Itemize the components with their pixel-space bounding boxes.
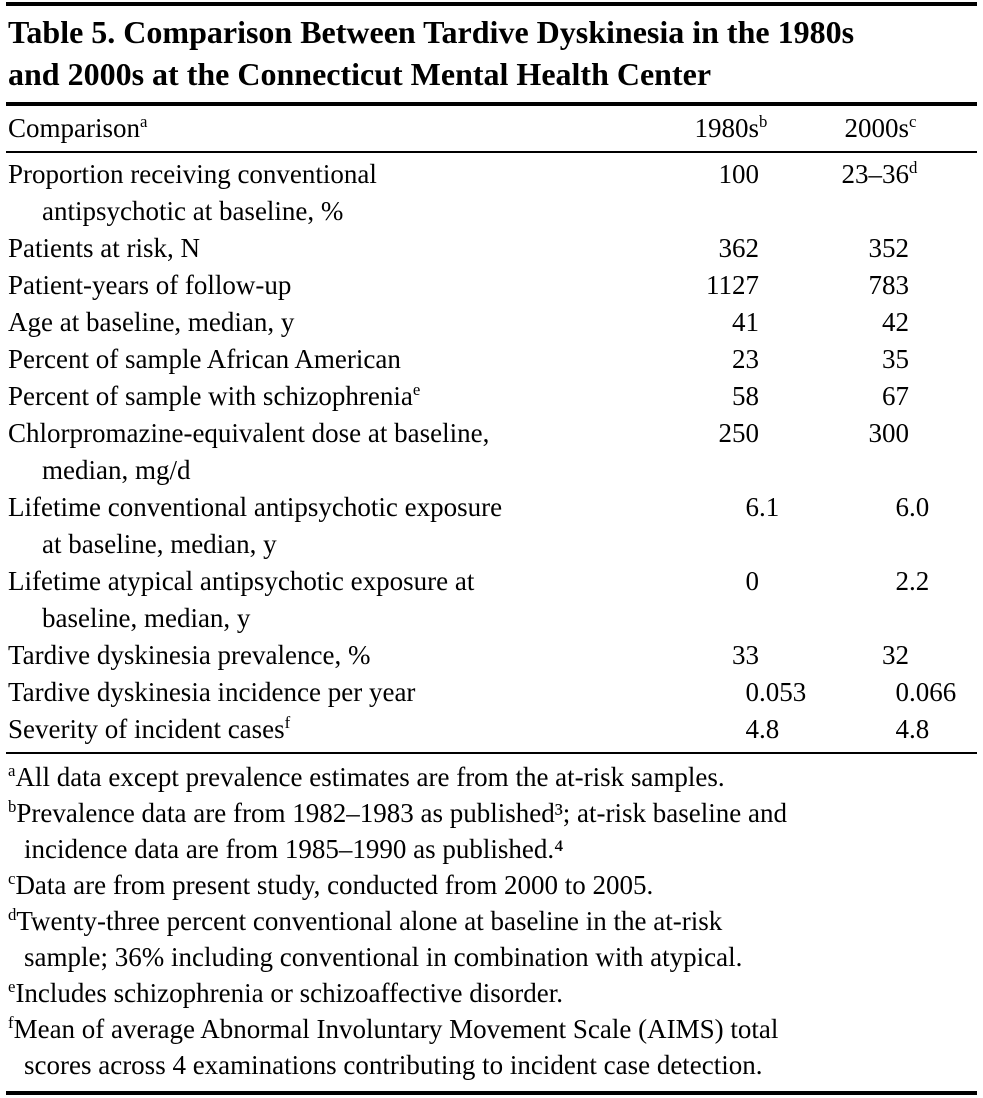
row-value: 23–36$^d$ <box>841 158 918 189</box>
table-row <box>6 230 977 267</box>
table-row <box>6 304 977 341</box>
footnote: $^b$Prevalence data are from 1982–1983 as published³; at-risk baseline and incidence data are from 1985–1990 as published.⁴ <box>8 797 787 864</box>
row-value: 6.0 <box>895 492 930 522</box>
row-label: Tardive dyskinesia incidence per year <box>8 677 416 707</box>
row-label: Patients at risk, N <box>8 233 200 263</box>
row-value: 6.1 <box>745 492 780 522</box>
footnote: $^f$Mean of average Abnormal Involuntary Movement Scale (AIMS) total scores across 4 examinations contributing to incident case detection. <box>8 1013 779 1080</box>
row-label: Lifetime atypical antipsychotic exposure at baseline, median, y <box>8 566 475 633</box>
row-label: Lifetime conventional antipsychotic exposure at baseline, median, y <box>8 492 503 559</box>
row-value: 1127 <box>706 270 759 300</box>
row-value: 100 <box>718 159 759 189</box>
table-row <box>6 711 977 748</box>
row-label: Severity of incident cases$^f$ <box>8 713 291 744</box>
column-header-1980s-label: 1980s <box>694 113 759 143</box>
row-value: 41 <box>732 307 759 337</box>
row-label: Percent of sample with schizophrenia$^e$ <box>8 380 421 411</box>
row-value: 352 <box>868 233 909 263</box>
footnote: $^e$Includes schizophrenia or schizoaffective disorder. <box>8 977 563 1008</box>
footnote: $^d$Twenty-three percent conventional alone at baseline in the at-risk sample; 36% including conventional in combination with atypical. <box>8 905 743 972</box>
table-row <box>6 637 977 674</box>
table-header <box>6 106 977 151</box>
column-header-1980s <box>641 110 809 147</box>
bottom-rule <box>6 1091 977 1095</box>
row-value: 23 <box>732 344 759 374</box>
row-value: 2.2 <box>895 566 930 596</box>
table-row <box>6 267 977 304</box>
table-row <box>6 156 977 230</box>
row-value: 362 <box>718 233 759 263</box>
table-row <box>6 378 977 415</box>
row-value: 35 <box>882 344 909 374</box>
table-body <box>6 153 977 752</box>
column-header-comparison <box>6 110 641 147</box>
table-row <box>6 341 977 378</box>
footnote: $^c$Data are from present study, conducted from 2000 to 2005. <box>8 869 654 900</box>
footnotes <box>6 754 977 1091</box>
row-value: 0 <box>745 566 759 596</box>
row-value: 4.8 <box>895 714 930 744</box>
row-label: Percent of sample African American <box>8 344 401 374</box>
footnote: $^a$All data except prevalence estimates are from the at-risk samples. <box>8 761 725 792</box>
row-value: 0.066 <box>895 677 957 707</box>
table-title <box>6 6 977 102</box>
row-label: Proportion receiving conventional antipsychotic at baseline, % <box>8 159 377 226</box>
row-value: 42 <box>882 307 909 337</box>
row-value: 32 <box>882 640 909 670</box>
table-title-line-2: and 2000s at the Connecticut Mental Health Center <box>8 56 712 92</box>
row-label: Age at baseline, median, y <box>8 307 295 337</box>
row-value: 33 <box>732 640 759 670</box>
row-value: 4.8 <box>745 714 780 744</box>
column-header-1980s-sup: b <box>759 112 768 131</box>
table-row <box>6 415 977 489</box>
row-value: 0.053 <box>745 677 807 707</box>
row-label: Chlorpromazine-equivalent dose at baseline, median, mg/d <box>8 418 490 485</box>
row-value: 250 <box>718 418 759 448</box>
row-value: 783 <box>868 270 909 300</box>
row-label: Tardive dyskinesia prevalence, % <box>8 640 371 670</box>
table-row <box>6 674 977 711</box>
row-value: 300 <box>868 418 909 448</box>
column-header-comparison-label: Comparison <box>8 113 140 143</box>
table-row <box>6 563 977 637</box>
table-row <box>6 489 977 563</box>
column-header-comparison-sup: a <box>140 112 148 131</box>
column-header-2000s-sup: c <box>909 112 917 131</box>
row-value: 58 <box>732 381 759 411</box>
row-label: Patient-years of follow-up <box>8 270 292 300</box>
column-header-2000s <box>809 110 977 147</box>
row-value: 67 <box>882 381 909 411</box>
column-header-2000s-label: 2000s <box>844 113 909 143</box>
table-title-line-1: Table 5. Comparison Between Tardive Dyskinesia in the 1980s <box>8 14 855 50</box>
